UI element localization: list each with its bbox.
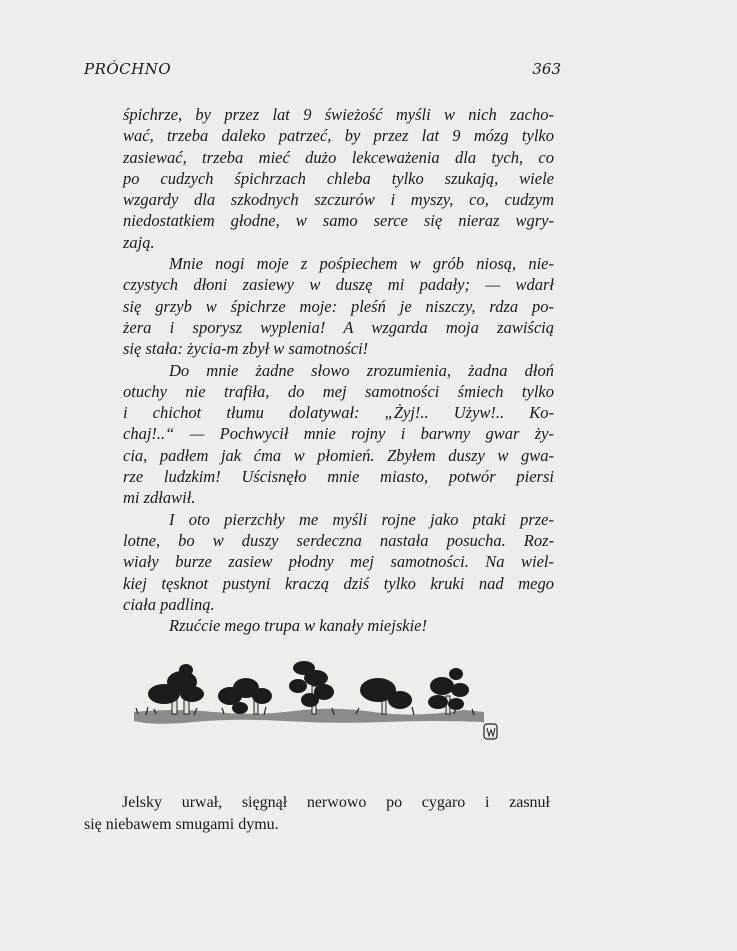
- text-line: niedostatkiem głodne, w samo serce się nieraz wgry-: [123, 211, 554, 231]
- text-line: Do mnie żadne słowo zrozumienia, żadna dłoń: [169, 360, 554, 380]
- text-line: się stała: życia-m zbył w samotności!: [123, 339, 369, 359]
- main-text: [123, 104, 554, 636]
- text-line: śpichrze, by przez lat 9 świeżość myśli w nich zacho-: [123, 105, 554, 124]
- monogram-mark: [484, 724, 497, 739]
- mushroom-cluster: [360, 678, 412, 714]
- mushroom-cluster: [428, 668, 469, 714]
- mushroom-cluster: [218, 678, 272, 714]
- text-line: mi zdławił.: [123, 488, 196, 508]
- text-line: otuchy nie trafiła, do mej samotności śmiech tylko: [123, 381, 554, 401]
- text-line: wać, trzeba daleko patrzeć, by przez lat 9 mózg tylko: [123, 126, 554, 146]
- text-line: kiej tęsknot pustyni kraczą dziś tylko kruki nad mego: [123, 573, 554, 593]
- text-line: Rzućcie mego trupa w kanały miejskie!: [169, 616, 427, 636]
- chapter-title: PRÓCHNO: [84, 60, 172, 78]
- text-line: wiały burze zasiew płodny mej samotności. Na wiel-: [123, 552, 554, 572]
- text-line: I oto pierzchły me myśli rojne jako ptaki prze-: [169, 509, 554, 529]
- mushroom-cluster: [289, 661, 334, 714]
- mushroom-ornament: [134, 660, 504, 746]
- text-line: wzgardy dla szkodnych szczurów i myszy, co, cudzym: [123, 190, 554, 210]
- closing-text: [84, 792, 550, 836]
- text-line: lotne, bo w duszy serdeczna nastała posucha. Roz-: [123, 530, 554, 550]
- text-line: ciała padliną.: [123, 594, 215, 614]
- text-line: rze ludzkim! Uścisnęło mnie miasto, potwór piersi: [123, 467, 554, 487]
- page-number: 363: [532, 60, 561, 78]
- text-line: chaj!..“ — Pochwycił mnie rojny i barwny gwar ży-: [123, 424, 554, 444]
- text-line: zasiewać, trzeba mieć dużo lekceważenia dla tych, co: [123, 147, 554, 167]
- text-line: zają.: [123, 232, 155, 252]
- text-line: żera i sporysz wyplenia! A wzgarda moja zawiścią: [123, 317, 554, 337]
- text-line: Mnie nogi moje z pośpiechem w grób niosą, nie-: [169, 254, 554, 274]
- text-line: się niebawem smugami dymu.: [84, 816, 279, 833]
- text-line: się grzyb w śpichrze moje: pleśń je niszczy, rdza po-: [123, 296, 554, 316]
- text-line: po cudzych śpichrzach chleba tylko szukają, wiele: [123, 168, 554, 188]
- text-line: czystych dłoni zasiewy w duszę mi padały; — wdarł: [123, 275, 554, 295]
- mushroom-cluster: [148, 664, 204, 714]
- text-line: Jelsky urwał, sięgnął nerwowo po cygaro i zasnuł: [122, 794, 550, 811]
- text-line: cia, padłem jak ćma w płomień. Zbyłem duszy w gwa-: [123, 445, 554, 465]
- text-line: i chichot tłumu dolatywał: „Żyj!.. Używ!.. Ko-: [123, 403, 554, 423]
